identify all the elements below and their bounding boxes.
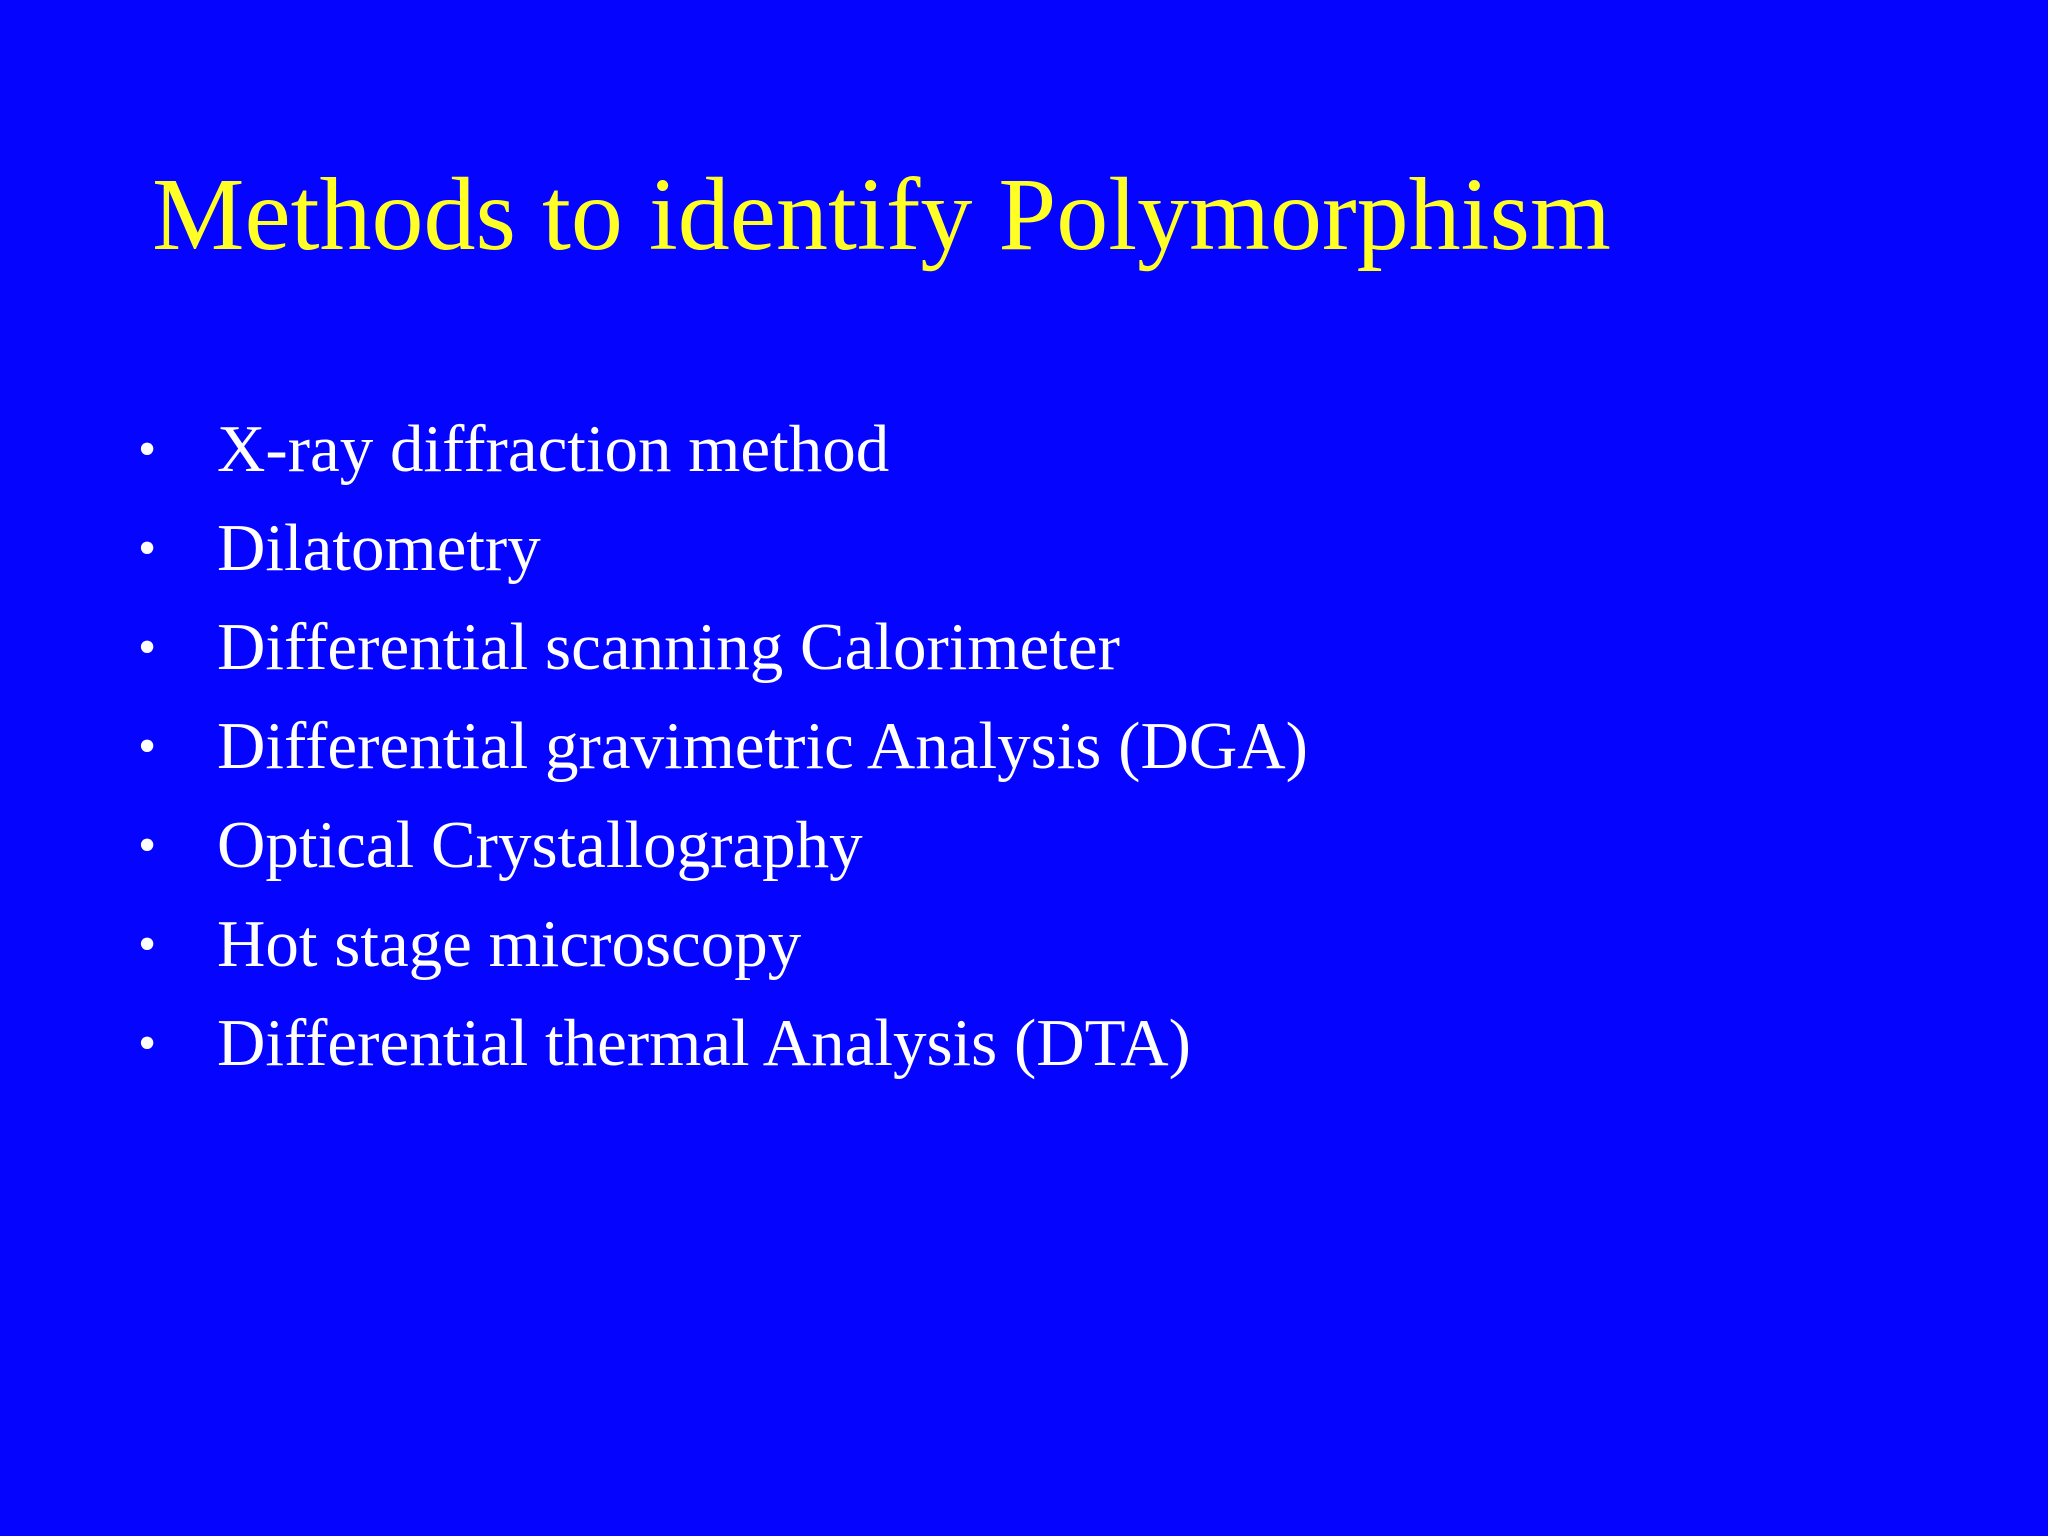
list-item-text: Differential gravimetric Analysis (DGA) bbox=[217, 709, 1308, 783]
list-item-text: Differential thermal Analysis (DTA) bbox=[217, 1006, 1191, 1080]
bullet-icon: • bbox=[138, 817, 157, 874]
list-item-text: Differential scanning Calorimeter bbox=[217, 610, 1120, 684]
list-item-text: Dilatometry bbox=[217, 511, 541, 585]
bullet-icon: • bbox=[138, 421, 157, 478]
list-item-text: Optical Crystallography bbox=[217, 808, 863, 882]
slide-title: Methods to identify Polymorphism bbox=[152, 157, 1611, 272]
bullet-icon: • bbox=[138, 1015, 157, 1072]
list-item-text: Hot stage microscopy bbox=[217, 907, 802, 981]
bullet-icon: • bbox=[138, 619, 157, 676]
bullet-icon: • bbox=[138, 520, 157, 577]
list-item-text: X-ray diffraction method bbox=[217, 412, 890, 486]
bullet-icon: • bbox=[138, 718, 157, 775]
bullet-icon: • bbox=[138, 916, 157, 973]
